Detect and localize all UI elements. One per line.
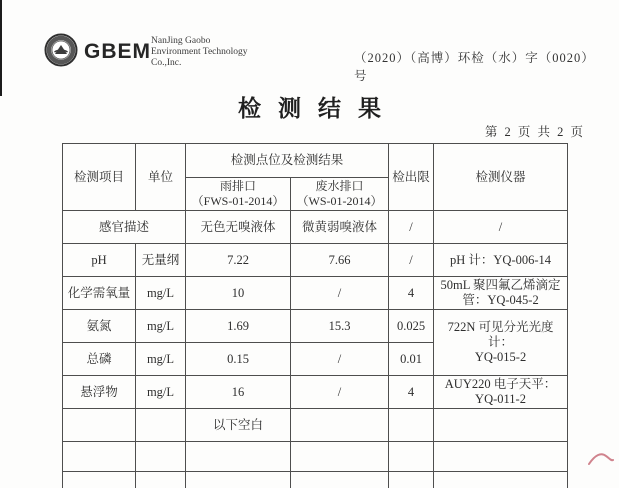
cell-empty — [434, 442, 568, 472]
company-name — [151, 36, 248, 69]
header-unit: 单位 — [136, 144, 186, 211]
cell-empty — [186, 442, 291, 472]
cell-item: 化学需氧量 — [63, 277, 136, 310]
table-row-empty-clipped — [63, 472, 568, 488]
brand-logo-text: GBEM — [84, 40, 151, 63]
cell-item: pH — [63, 244, 136, 277]
table-row-ammonia — [63, 310, 568, 343]
cell-limit: 4 — [389, 277, 434, 310]
cell-waste-value: / — [291, 343, 389, 376]
rain-outlet-code: （FWS-01-2014） — [191, 194, 285, 208]
cell-empty — [291, 442, 389, 472]
cell-item: 总磷 — [63, 343, 136, 376]
cell-limit: / — [389, 211, 434, 244]
waste-outlet-name: 废水排口 — [315, 179, 364, 193]
cell-unit: mg/L — [136, 343, 186, 376]
cell-item: 感官描述 — [63, 211, 186, 244]
header-item: 检测项目 — [63, 144, 136, 211]
results-table — [62, 143, 568, 488]
cell-waste-value: 15.3 — [291, 310, 389, 343]
instrument-line2: YQ-011-2 — [475, 392, 526, 406]
table-row-cod — [63, 277, 568, 310]
cell-empty — [389, 442, 434, 472]
table-header-row-1 — [63, 144, 568, 178]
table-row-ph — [63, 244, 568, 277]
waste-outlet-code: （WS-01-2014） — [296, 194, 383, 208]
cell-rain-value: 1.69 — [186, 310, 291, 343]
cell-rain-value: 16 — [186, 376, 291, 409]
cell-waste-value: / — [291, 376, 389, 409]
company-seal-icon — [44, 33, 78, 72]
cell-limit: 4 — [389, 376, 434, 409]
cell-instrument — [434, 277, 568, 310]
cell-instrument: / — [434, 211, 568, 244]
page-title: 检测结果 — [238, 96, 398, 121]
table-row-sensory — [63, 211, 568, 244]
cell-limit: / — [389, 244, 434, 277]
instrument-line1: AUY220 电子天平： — [444, 377, 557, 391]
table-row-suspended-solids — [63, 376, 568, 409]
header-waste-outlet — [291, 178, 389, 211]
cell-empty — [434, 472, 568, 488]
cell-empty — [136, 442, 186, 472]
cell-instrument: pH 计：YQ-006-14 — [434, 244, 568, 277]
cell-instrument — [434, 376, 568, 409]
company-name-line2: Environment Technology — [151, 47, 248, 57]
cell-unit: mg/L — [136, 376, 186, 409]
cell-limit: 0.025 — [389, 310, 434, 343]
cell-empty — [136, 409, 186, 442]
header-rain-outlet — [186, 178, 291, 211]
cell-rain-value: 7.22 — [186, 244, 291, 277]
cell-waste-value: 微黄弱嗅液体 — [291, 211, 389, 244]
instrument-line1: 722N 可见分光光度计： — [447, 320, 554, 349]
cell-unit: mg/L — [136, 310, 186, 343]
cell-unit: 无量纲 — [136, 244, 186, 277]
cell-empty — [389, 472, 434, 488]
scan-edge-artifact — [0, 0, 2, 96]
instrument-line2: YQ-015-2 — [474, 350, 527, 364]
cell-empty — [63, 472, 136, 488]
blank-below-note: 以下空白 — [186, 409, 291, 442]
table-row-blank-note — [63, 409, 568, 442]
cell-instrument-merged — [434, 310, 568, 376]
rain-outlet-name: 雨排口 — [219, 179, 256, 193]
instrument-line2: 管：YQ-045-2 — [462, 293, 539, 307]
cell-empty — [291, 472, 389, 488]
cell-empty — [63, 409, 136, 442]
cell-empty — [136, 472, 186, 488]
cell-rain-value: 无色无嗅液体 — [186, 211, 291, 244]
letterhead — [44, 30, 604, 83]
page-number: 第 2 页 共 2 页 — [484, 125, 585, 139]
cell-waste-value: 7.66 — [291, 244, 389, 277]
cell-unit: mg/L — [136, 277, 186, 310]
table-row-empty — [63, 442, 568, 472]
cell-empty — [389, 409, 434, 442]
header-detection-limit: 检出限 — [389, 144, 434, 211]
cell-empty — [434, 409, 568, 442]
cell-empty — [186, 472, 291, 488]
header-points-group: 检测点位及检测结果 — [186, 144, 389, 178]
cell-item: 悬浮物 — [63, 376, 136, 409]
header-instrument: 检测仪器 — [434, 144, 568, 211]
cell-rain-value: 0.15 — [186, 343, 291, 376]
cell-empty — [63, 442, 136, 472]
cell-empty — [291, 409, 389, 442]
cell-waste-value: / — [291, 277, 389, 310]
cell-item: 氨氮 — [63, 310, 136, 343]
report-number: （2020）（高博）环检（水）字（0020）号 — [354, 51, 595, 83]
red-pen-mark — [588, 448, 616, 475]
company-name-line1: NanJing Gaobo — [151, 36, 211, 46]
company-name-line3: Co.,Inc. — [151, 58, 182, 68]
cell-limit: 0.01 — [389, 343, 434, 376]
instrument-line1: 50mL 聚四氟乙烯滴定 — [440, 278, 561, 292]
cell-rain-value: 10 — [186, 277, 291, 310]
